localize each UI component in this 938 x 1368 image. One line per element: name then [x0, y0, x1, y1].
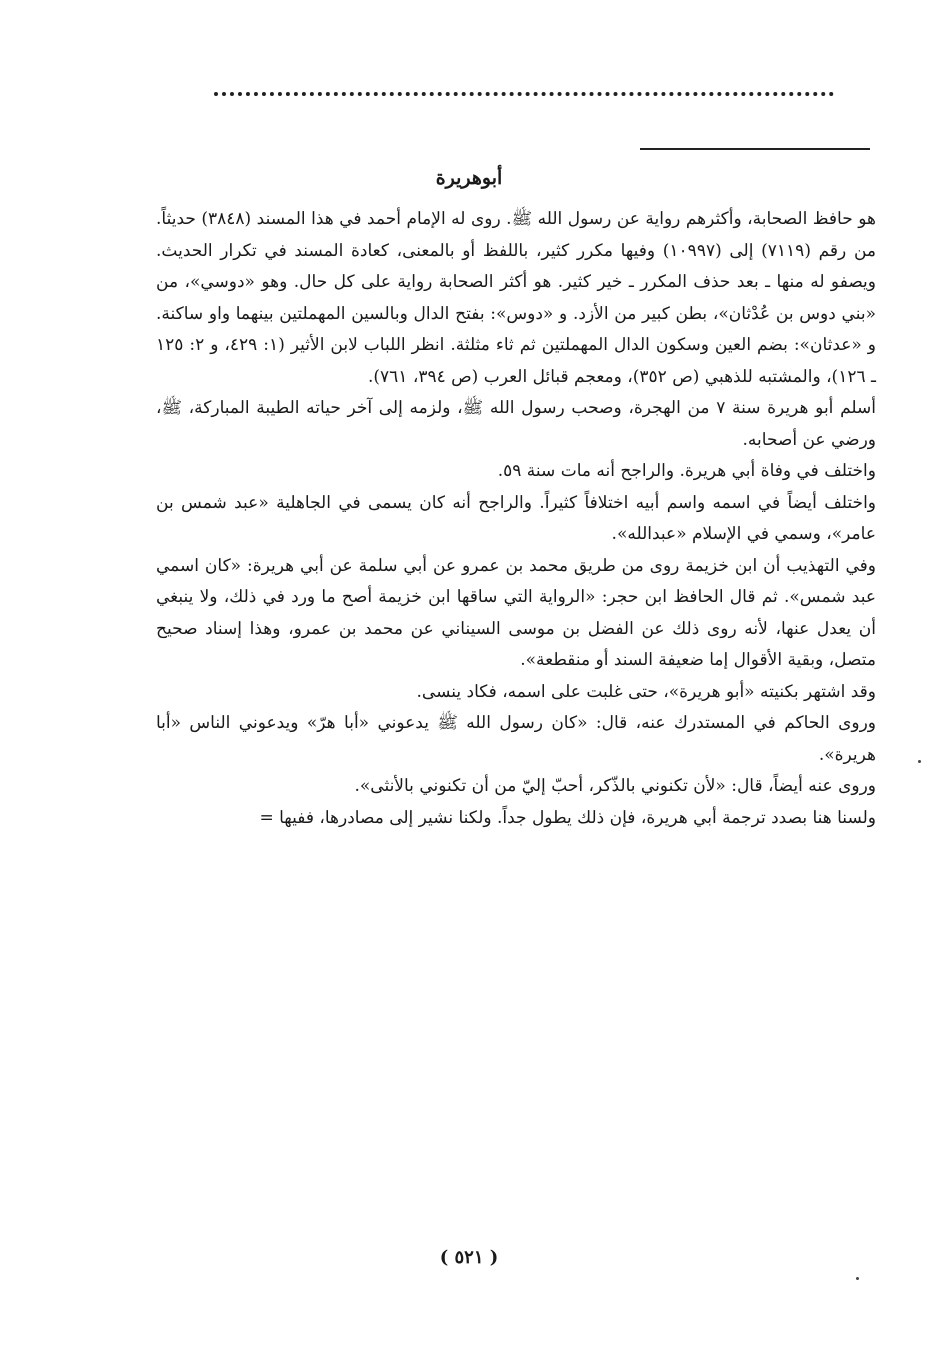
- header-rule: [640, 148, 870, 150]
- paragraph-kunya: وقد اشتهر بكنيته «أبو هريرة»، حتى غلبت على اسمه، فكاد ينسى.: [416, 681, 876, 702]
- page-number: ( ٥٢١ ): [439, 1247, 499, 1268]
- paragraph-conversion: أسلم أبو هريرة سنة ٧ من الهجرة، وصحب رسول الله ﷺ، ولزمه إلى آخر حياته الطيبة المباركة، ﷺ، ورضي عن أصحابه.: [156, 398, 876, 450]
- page-title: أبوهريرة: [435, 167, 503, 189]
- dotted-rule: [214, 92, 834, 96]
- paragraph-dhakar: وروى عنه أيضاً، قال: «لأن تكنوني بالذّكر، أحبّ إليّ من أن تكنوني بالأنثى».: [354, 776, 876, 796]
- paragraph-tahdhib: وفي التهذيب أن ابن خزيمة روى من طريق محمد بن عمرو عن أبي سلمة عن أبي هريرة: «كان اسمي عبد شمس». ثم قال الحافظ ابن حجر: «الرواية التي ساقها ابن خزيمة أصح ما ورد في ذلك، ولا ينبغي أن يعدل عنها، لأنه روى ذلك عن الفضل بن موسى السيناني عن محمد بن عمرو، وهذا إسناد صحيح متصل، وبقية الأقوال إما ضعيفة السند أو منقطعة».: [156, 555, 876, 670]
- body-text: [156, 204, 876, 834]
- paragraph-hakim: وروى الحاكم في المستدرك عنه، قال: «كان رسول الله ﷺ يدعوني «أبا هرّ» ويدعوني الناس «أبا هريرة».: [156, 713, 876, 765]
- paragraph-sources: ولسنا هنا بصدد ترجمة أبي هريرة، فإن ذلك يطول جداً. ولكنا نشير إلى مصادرها، ففيها =: [259, 807, 876, 828]
- paragraph-biography: هو حافظ الصحابة، وأكثرهم رواية عن رسول الله ﷺ. روى له الإمام أحمد في هذا المسند (٣٨٤٨) حديثاً. من رقم (٧١١٩) إلى (١٠٩٩٧) وفيها مكرر كثير، باللفظ أو بالمعنى، كعادة المسند في تكرار الحديث. ويصفو له منها ـ بعد حذف المكرر ـ خير كثير. هو أكثر الصحابة رواية على كل حال. وهو «دوسي»، من «بني دوس بن عُدْثان»، بطن كبير من الأزد. و «دوس»: بفتح الدال وبالسين المهملتين بينهما واو ساكنة. و «عدثان»: بضم العين وسكون الدال المهملتين ثم ثاء مثلثة. انظر اللباب لابن الأثير (١: ٤٢٩، و ٢: ١٢٥ ـ ١٢٦)، والمشتبه للذهبي (ص ٣٥٢)، ومعجم قبائل العرب (ص ٣٩٤، ٧٦١).: [156, 209, 877, 387]
- scan-speck: [856, 1277, 859, 1280]
- paragraph-death: واختلف في وفاة أبي هريرة. والراجح أنه مات سنة ٥٩.: [497, 461, 876, 481]
- scan-speck: [918, 760, 921, 763]
- paragraph-name-dispute: واختلف أيضاً في اسمه واسم أبيه اختلافاً كثيراً. والراجح أنه كان يسمى في الجاهلية «عبد شمس بن عامر»، وسمي في الإسلام «عبدالله».: [156, 492, 876, 544]
